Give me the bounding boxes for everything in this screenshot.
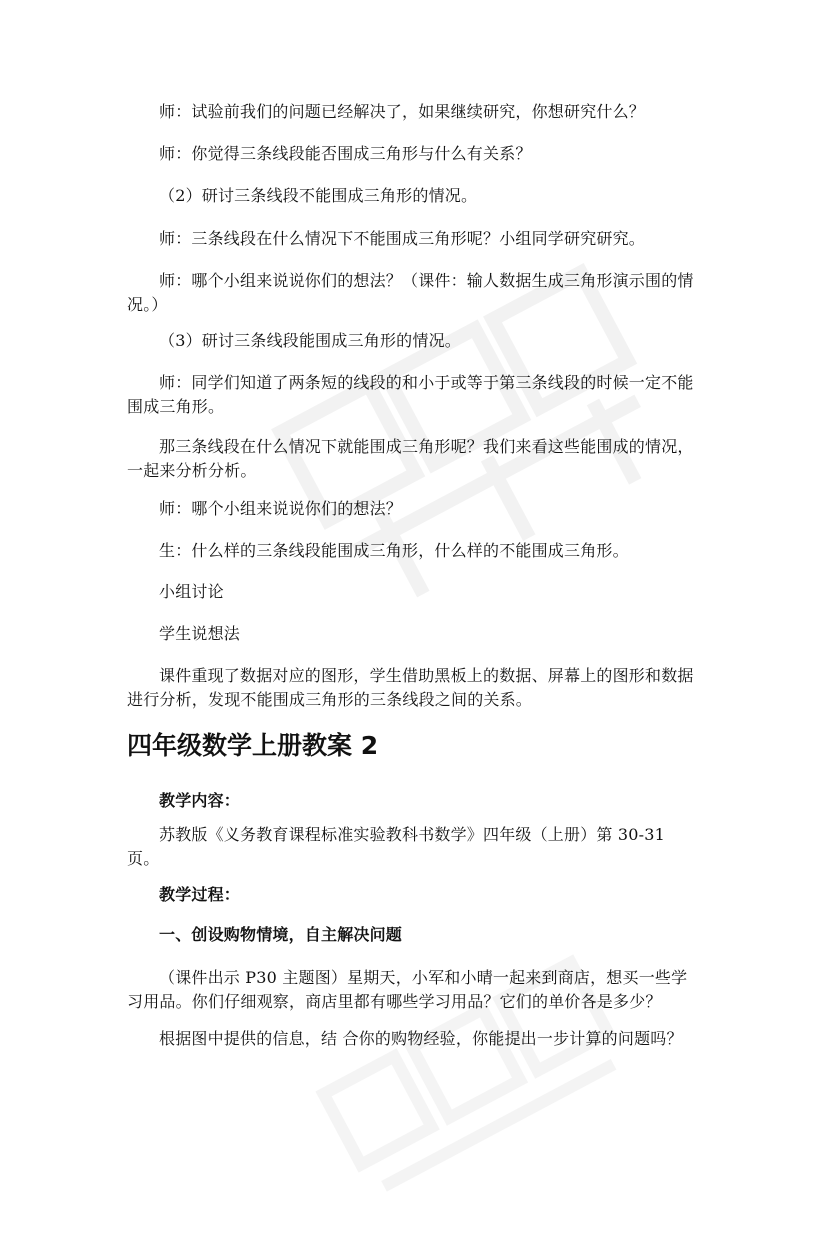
process-label: 教学过程：	[159, 885, 241, 904]
section-heading: 四年级数学上册教案 2	[127, 731, 379, 760]
paragraph: 师：哪个小组来说说你们的想法？（课件：输人数据生成三角形演示围的情况。）	[127, 271, 694, 314]
paragraph: （3）研讨三条线段能围成三角形的情况。	[159, 331, 461, 350]
paragraph: 师：你觉得三条线段能否围成三角形与什么有关系？	[159, 144, 532, 163]
paragraph: 师：三条线段在什么情况下不能围成三角形呢？小组同学研究研究。	[159, 229, 646, 248]
content-text: 苏教版《义务教育课程标准实验教科书数学》四年级（上册）第 30-31 页。	[127, 825, 666, 868]
paragraph: 师：试验前我们的问题已经解决了，如果继续研究，你想研究什么？	[159, 102, 646, 121]
paragraph: （2）研讨三条线段不能围成三角形的情况。	[159, 186, 478, 205]
paragraph: 师：同学们知道了两条短的线段的和小于或等于第三条线段的时候一定不能围成三角形。	[127, 373, 694, 416]
paragraph: 那三条线段在什么情况下就能围成三角形呢？我们来看这些能围成的情况，一起来分析分析。	[127, 437, 694, 480]
step1-paragraph: （课件出示 P30 主题图）星期天，小军和小晴一起来到商店，想买一些学习用品。你们仔细观察，商店里都有哪些学习用品？它们的单价各是多少？	[127, 968, 688, 1011]
paragraph: 学生说想法	[159, 624, 241, 643]
step1-title: 一、创设购物情境，自主解决问题	[159, 925, 403, 944]
content-label: 教学内容：	[159, 791, 241, 810]
paragraph: 小组讨论	[159, 582, 224, 601]
paragraph: 生：什么样的三条线段能围成三角形，什么样的不能围成三角形。	[159, 541, 629, 560]
paragraph: 师：哪个小组来说说你们的想法？	[159, 499, 403, 518]
step1-paragraph: 根据图中提供的信息，结 合你的购物经验，你能提出一步计算的问题吗？	[159, 1029, 683, 1048]
paragraph: 课件重现了数据对应的图形，学生借助黑板上的数据、屏幕上的图形和数据进行分析，发现不能围成三角形的三条线段之间的关系。	[127, 666, 694, 709]
